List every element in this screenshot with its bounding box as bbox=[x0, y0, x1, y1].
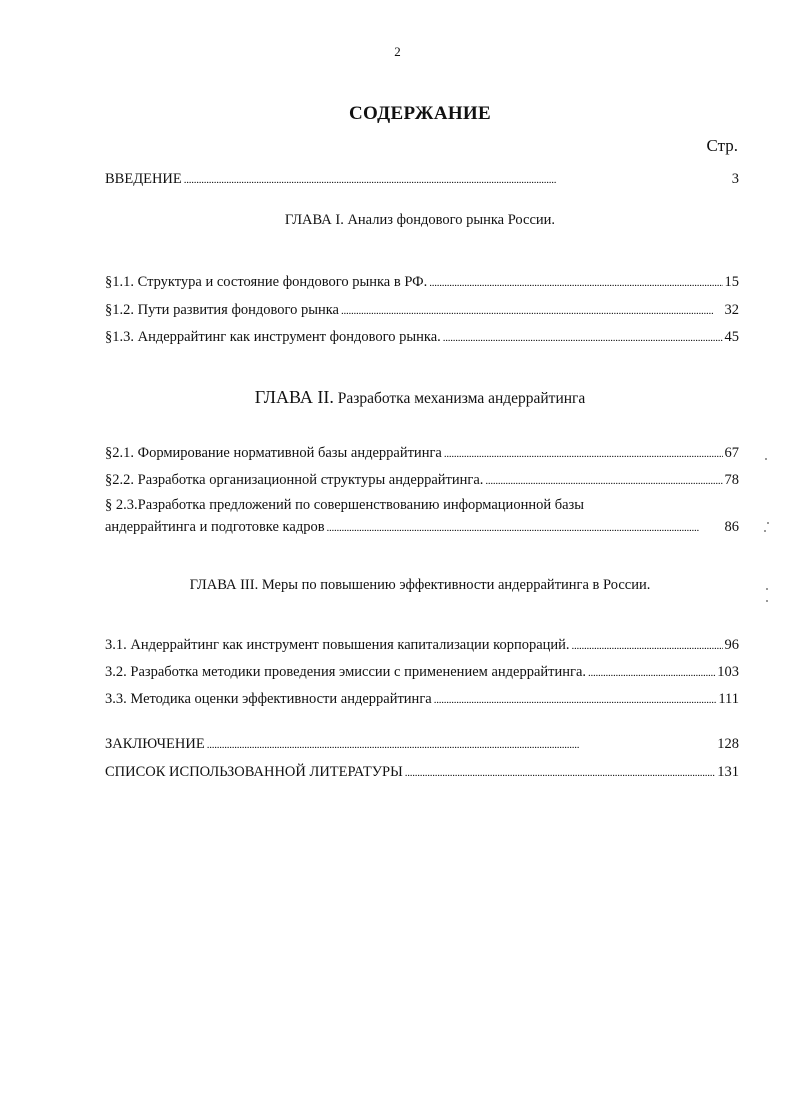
toc-entry[interactable] bbox=[105, 690, 739, 709]
toc-entry-page: 103 bbox=[717, 664, 739, 680]
toc-entry-page: 67 bbox=[724, 445, 739, 461]
toc-entry-page: 96 bbox=[724, 637, 739, 653]
toc-entry-label: 3.2. Разработка методики проведения эмиссии с применением андеррайтинга. bbox=[105, 664, 587, 680]
dot-leader bbox=[341, 301, 723, 320]
toc-entry[interactable] bbox=[105, 301, 739, 320]
toc-entry[interactable] bbox=[105, 471, 739, 490]
toc-entry-label: 3.1. Андеррайтинг как инструмент повышения капитализации корпораций. bbox=[105, 637, 570, 653]
toc-entry-label: ВВЕДЕНИЕ bbox=[105, 171, 182, 187]
toc-entry[interactable] bbox=[105, 444, 739, 463]
dot-leader bbox=[429, 273, 722, 292]
toc-entry-page: 131 bbox=[717, 764, 739, 780]
page-title: СОДЕРЖАНИЕ bbox=[349, 103, 491, 124]
toc-entry-line1[interactable]: § 2.3.Разработка предложений по совершенствованию информационной базы bbox=[105, 497, 585, 513]
toc-entry-page: 78 bbox=[724, 472, 739, 488]
toc-entry-label: §1.3. Андеррайтинг как инструмент фондового рынка. bbox=[105, 329, 441, 345]
toc-entry-label: 3.3. Методика оценки эффективности андеррайтинга bbox=[105, 691, 432, 707]
scan-speck bbox=[765, 458, 767, 460]
toc-entry-conclusion[interactable] bbox=[105, 735, 739, 754]
scan-speck bbox=[767, 522, 769, 524]
chapter-2-heading-rest: Разработка механизма андеррайтинга bbox=[333, 390, 586, 407]
dot-leader bbox=[327, 518, 723, 537]
dot-leader bbox=[572, 636, 723, 655]
page-number: 2 bbox=[394, 44, 401, 59]
scan-speck bbox=[764, 530, 766, 532]
chapter-1-heading: ГЛАВА I. Анализ фондового рынка России. bbox=[284, 212, 556, 228]
toc-entry[interactable] bbox=[105, 518, 739, 537]
dot-leader bbox=[405, 763, 715, 782]
toc-entry-page: 86 bbox=[724, 519, 739, 535]
toc-entry-label: СПИСОК ИСПОЛЬЗОВАННОЙ ЛИТЕРАТУРЫ bbox=[105, 764, 403, 780]
chapter-2-heading-lead: ГЛАВА II. bbox=[254, 387, 334, 407]
toc-entry-label: §1.2. Пути развития фондового рынка bbox=[105, 302, 339, 318]
toc-entry-label: §2.2. Разработка организационной структуры андеррайтинга. bbox=[105, 472, 484, 488]
scan-speck bbox=[766, 600, 768, 602]
toc-entry-intro[interactable] bbox=[105, 170, 739, 189]
toc-entry-label: §1.1. Структура и состояние фондового рынка в РФ. bbox=[105, 274, 428, 290]
toc-entry-page: 3 bbox=[731, 171, 739, 187]
dot-leader bbox=[444, 444, 723, 463]
dot-leader bbox=[588, 663, 715, 682]
toc-entry-page: 111 bbox=[718, 691, 739, 707]
scan-speck bbox=[766, 588, 768, 590]
toc-entry[interactable] bbox=[105, 273, 739, 292]
dot-leader bbox=[485, 471, 722, 490]
chapter-2-heading bbox=[0, 387, 795, 408]
dot-leader bbox=[434, 690, 717, 709]
chapter-3-heading: ГЛАВА III. Меры по повышению эффективности андеррайтинга в России. bbox=[189, 577, 651, 593]
toc-entry-page: 32 bbox=[724, 302, 739, 318]
toc-entry-page: 45 bbox=[724, 329, 739, 345]
toc-entry-references[interactable] bbox=[105, 763, 739, 782]
dot-leader bbox=[443, 328, 723, 347]
toc-entry-label: андеррайтинга и подготовке кадров bbox=[105, 519, 325, 535]
toc-entry-label: ЗАКЛЮЧЕНИЕ bbox=[105, 736, 205, 752]
toc-entry-page: 15 bbox=[724, 274, 739, 290]
toc-entry[interactable] bbox=[105, 328, 739, 347]
dot-leader bbox=[184, 170, 730, 189]
toc-entry-page: 128 bbox=[717, 736, 739, 752]
toc-entry[interactable] bbox=[105, 636, 739, 655]
toc-entry-label: §2.1. Формирование нормативной базы андеррайтинга bbox=[105, 445, 442, 461]
page-column-label: Стр. bbox=[706, 136, 738, 155]
dot-leader bbox=[207, 735, 716, 754]
toc-entry[interactable] bbox=[105, 663, 739, 682]
